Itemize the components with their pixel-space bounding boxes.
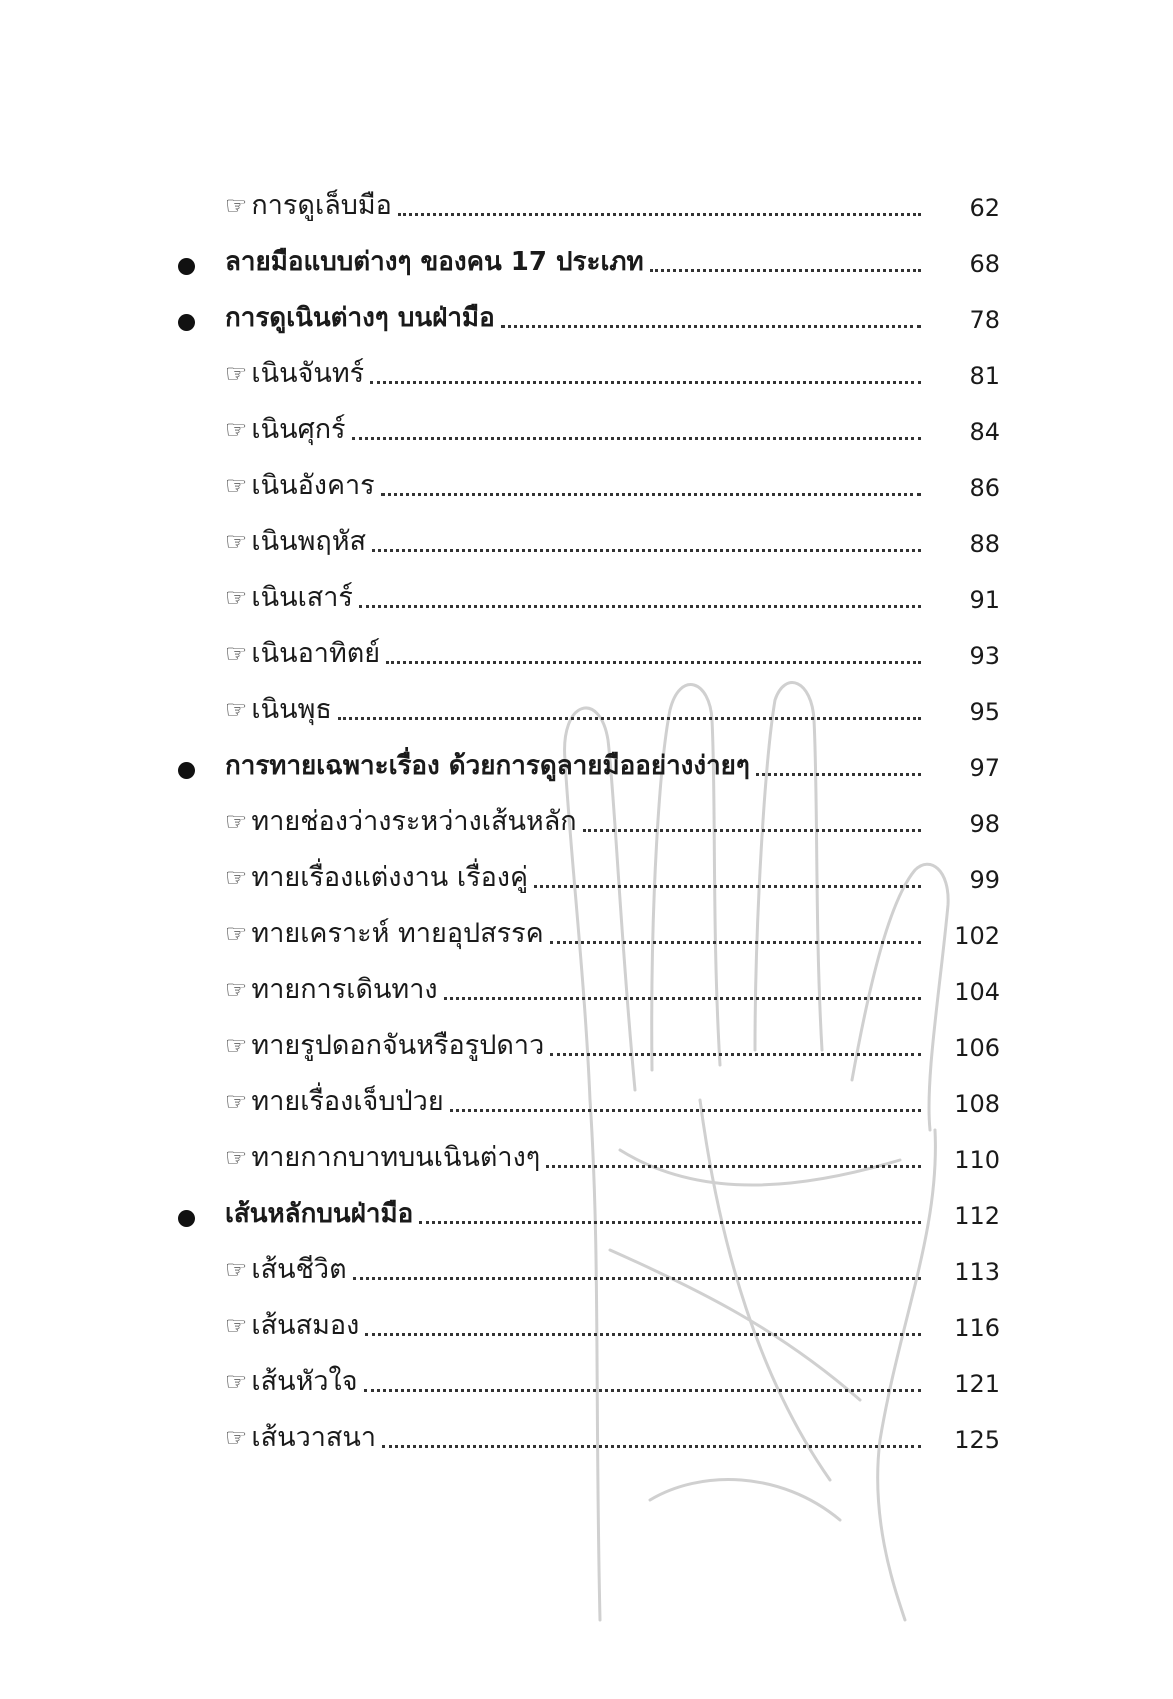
dot-leader: [756, 773, 921, 776]
toc-entry-title: เนินพฤหัส: [251, 526, 366, 557]
toc-entry-title: ทายกากบาทบนเนินต่างๆ: [251, 1142, 541, 1173]
dot-leader: [353, 1277, 921, 1280]
pointing-hand-icon: ☞: [225, 1031, 248, 1060]
bullet-icon: [178, 258, 195, 275]
toc-entry[interactable]: [0, 1020, 1173, 1076]
pointing-hand-icon: ☞: [225, 1255, 248, 1284]
toc-entry-title: เนินจันทร์: [251, 358, 365, 389]
bullet-icon: [178, 1210, 195, 1227]
toc-entry-title: การดูเนินต่างๆ บนฝ่ามือ: [225, 303, 495, 333]
toc-entry-title: เนินพุธ: [251, 694, 332, 725]
toc-entry[interactable]: [0, 628, 1173, 684]
pointing-hand-icon: ☞: [225, 527, 248, 556]
pointing-hand-icon: ☞: [225, 919, 248, 948]
toc-entry-title: เนินเสาร์: [251, 582, 353, 613]
toc-entry[interactable]: [0, 1132, 1173, 1188]
toc-entry-page: 91: [969, 586, 1000, 614]
toc-entry-title: ทายช่องว่างระหว่างเส้นหลัก: [251, 806, 577, 837]
pointing-hand-icon: ☞: [225, 191, 248, 220]
pointing-hand-icon: ☞: [225, 1423, 248, 1452]
toc-entry-title: ลายมือแบบต่างๆ ของคน 17 ประเภท: [225, 247, 644, 277]
dot-leader: [359, 605, 921, 608]
pointing-hand-icon: ☞: [225, 975, 248, 1004]
dot-leader: [650, 269, 921, 272]
toc-entry[interactable]: [0, 236, 1173, 292]
pointing-hand-icon: ☞: [225, 807, 248, 836]
dot-leader: [501, 325, 921, 328]
toc-entry-page: 86: [969, 474, 1000, 502]
pointing-hand-icon: ☞: [225, 583, 248, 612]
toc-entry-page: 113: [954, 1258, 1000, 1286]
toc-entry-title: ทายเคราะห์ ทายอุปสรรค: [251, 918, 544, 949]
dot-leader: [386, 661, 921, 664]
dot-leader: [550, 941, 921, 944]
toc-entry[interactable]: [0, 852, 1173, 908]
dot-leader: [370, 381, 921, 384]
dot-leader: [364, 1389, 921, 1392]
dot-leader: [382, 1445, 921, 1448]
pointing-hand-icon: ☞: [225, 639, 248, 668]
toc-entry-title: การดูเล็บมือ: [251, 190, 392, 221]
toc-entry-page: 78: [969, 306, 1000, 334]
toc-entry-title: เส้นชีวิต: [251, 1254, 347, 1285]
toc-entry[interactable]: [0, 572, 1173, 628]
dot-leader: [381, 493, 921, 496]
dot-leader: [583, 829, 921, 832]
toc-entry-title: เส้นหัวใจ: [251, 1366, 358, 1397]
toc-entry[interactable]: [0, 180, 1173, 236]
toc-entry[interactable]: [0, 740, 1173, 796]
toc-entry-page: 97: [969, 754, 1000, 782]
toc-entry-page: 95: [969, 698, 1000, 726]
dot-leader: [550, 1053, 921, 1056]
toc-entry[interactable]: [0, 684, 1173, 740]
pointing-hand-icon: ☞: [225, 1143, 248, 1172]
toc-entry[interactable]: [0, 460, 1173, 516]
toc-entry[interactable]: [0, 1412, 1173, 1468]
dot-leader: [398, 213, 921, 216]
toc-entry-page: 121: [954, 1370, 1000, 1398]
toc-entry-page: 62: [969, 194, 1000, 222]
toc-entry-title: เนินอังคาร: [251, 470, 375, 501]
pointing-hand-icon: ☞: [225, 359, 248, 388]
toc-entry[interactable]: [0, 1076, 1173, 1132]
toc-entry[interactable]: [0, 908, 1173, 964]
toc-entry-page: 84: [969, 418, 1000, 446]
pointing-hand-icon: ☞: [225, 863, 248, 892]
toc-entry[interactable]: [0, 516, 1173, 572]
bullet-icon: [178, 762, 195, 779]
pointing-hand-icon: ☞: [225, 695, 248, 724]
toc-entry-page: 104: [954, 978, 1000, 1006]
toc-entry-page: 102: [954, 922, 1000, 950]
toc-entry[interactable]: [0, 1188, 1173, 1244]
pointing-hand-icon: ☞: [225, 1087, 248, 1116]
toc-entry-page: 125: [954, 1426, 1000, 1454]
toc-entry-title: เส้นหลักบนฝ่ามือ: [225, 1199, 414, 1229]
pointing-hand-icon: ☞: [225, 1367, 248, 1396]
toc-entry-page: 81: [969, 362, 1000, 390]
dot-leader: [338, 717, 921, 720]
toc-entry-title: เส้นสมอง: [251, 1310, 360, 1341]
toc-entry-page: 116: [954, 1314, 1000, 1342]
toc-entry-title: การทายเฉพาะเรื่อง ด้วยการดูลายมืออย่างง่ายๆ: [225, 751, 750, 781]
toc-entry-title: เส้นวาสนา: [251, 1422, 377, 1453]
dot-leader: [365, 1333, 921, 1336]
toc-entry-page: 112: [954, 1202, 1000, 1230]
toc-entry[interactable]: [0, 796, 1173, 852]
bullet-icon: [178, 314, 195, 331]
toc-entry-title: ทายการเดินทาง: [251, 974, 438, 1005]
toc-entry-title: ทายเรื่องแต่งงาน เรื่องคู่: [251, 862, 529, 893]
toc-entry-page: 98: [969, 810, 1000, 838]
toc-entry[interactable]: [0, 348, 1173, 404]
table-of-contents: [0, 180, 1173, 1468]
toc-entry-page: 99: [969, 866, 1000, 894]
dot-leader: [419, 1221, 921, 1224]
toc-entry[interactable]: [0, 1244, 1173, 1300]
toc-entry-title: ทายรูปดอกจันหรือรูปดาว: [251, 1030, 545, 1061]
dot-leader: [352, 437, 921, 440]
toc-entry-title: เนินอาทิตย์: [251, 638, 381, 669]
dot-leader: [534, 885, 921, 888]
toc-entry-title: เนินศุกร์: [251, 414, 346, 445]
toc-entry-page: 88: [969, 530, 1000, 558]
dot-leader: [372, 549, 921, 552]
toc-entry[interactable]: [0, 1300, 1173, 1356]
toc-entry[interactable]: [0, 292, 1173, 348]
pointing-hand-icon: ☞: [225, 415, 248, 444]
toc-entry-title: ทายเรื่องเจ็บป่วย: [251, 1086, 444, 1117]
pointing-hand-icon: ☞: [225, 1311, 248, 1340]
dot-leader: [444, 997, 921, 1000]
toc-entry[interactable]: [0, 964, 1173, 1020]
dot-leader: [546, 1165, 921, 1168]
toc-entry[interactable]: [0, 404, 1173, 460]
dot-leader: [450, 1109, 921, 1112]
toc-entry-page: 93: [969, 642, 1000, 670]
toc-entry-page: 110: [954, 1146, 1000, 1174]
toc-entry-page: 108: [954, 1090, 1000, 1118]
toc-entry-page: 106: [954, 1034, 1000, 1062]
toc-entry[interactable]: [0, 1356, 1173, 1412]
pointing-hand-icon: ☞: [225, 471, 248, 500]
toc-entry-page: 68: [969, 250, 1000, 278]
